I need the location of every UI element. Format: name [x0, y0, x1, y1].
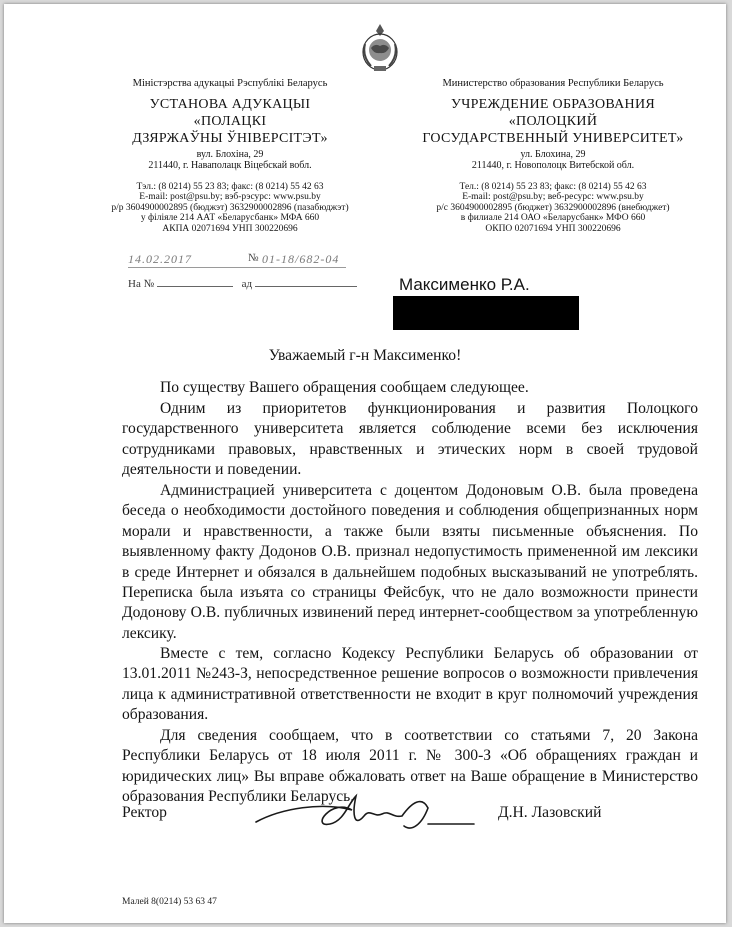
institution-line: УЧРЕЖДЕНИЕ ОБРАЗОВАНИЯ — [450, 97, 656, 112]
signatory-title: Ректор — [122, 804, 167, 821]
address-by — [90, 149, 370, 171]
executor-contact: Малей 8(0214) 53 63 47 — [122, 897, 217, 907]
contact-line: АКПА 02071694 УНП 300220696 — [162, 223, 298, 234]
contact-line: в филиале 214 ОАО «Беларусбанк» МФО 660 — [460, 213, 646, 224]
institution-name-ru — [408, 96, 698, 147]
contact-line: ОКПО 02071694 УНП 300220696 — [485, 223, 621, 234]
outgoing-stamp — [128, 252, 346, 268]
contact-line: Тэл.: (8 0214) 55 23 83; факс: (8 0214) 55 42 63 — [136, 182, 324, 192]
state-emblem-icon — [359, 22, 401, 74]
address-line: ул. Блохина, 29 — [520, 149, 586, 160]
number-sign: № — [248, 252, 259, 264]
address-line: 211440, г. Наваполацк Віцебскай вобл. — [148, 160, 312, 171]
contact-line: р/с 3604900002895 (бюджет) 3632900002896 (внебюджет) — [436, 202, 670, 213]
outgoing-number: 01-18/682-04 — [262, 252, 340, 266]
body-paragraph: Администрацией университета с доцентом Додоновым О.В. была проведена беседа о необходимости достойного поведения и соблюдения общепризнанных норм морали и нравственности, а также были взяты письменные объяснения. По выявленному факту Додонов О.В. признал недопустимость примененной им лексики в среде Интернет и обязался в дальнейшем подобных высказываний не употреблять. Переписка была изъята со страницы Фейсбук, что не дало возможности принести Додонову О.В. публичных извинений перед интернет-сообществом за употребленную лексику. — [122, 482, 698, 642]
institution-line: «ПОЛОЦКИЙ — [508, 114, 598, 129]
institution-line: УСТАНОВА АДУКАЦЫІ — [149, 97, 311, 112]
letter-page — [4, 4, 726, 923]
reference-from-label: ад — [241, 278, 253, 290]
handwritten-signature — [252, 788, 482, 838]
institution-line: «ПОЛАЦКІ — [193, 114, 267, 129]
contacts-by — [90, 182, 370, 234]
reference-on-label: На № — [128, 278, 155, 290]
recipient-name: Максименко Р.А. — [399, 275, 530, 294]
contact-line: E-mail: post@psu.by; веб-ресурс: www.psu.by — [462, 192, 644, 203]
redacted-address — [393, 296, 579, 330]
body-paragraph: Одним из приоритетов функционирования и развития Полоцкого государственного университета является соблюдение всеми без исключения сотрудниками правовых, нравственных и этических норм в своей трудовой деятельности и поведении. — [122, 400, 698, 479]
contact-line: у філіяле 214 ААТ «Беларусбанк» МФА 660 — [140, 213, 320, 224]
reference-date-blank — [255, 286, 357, 287]
institution-name-by — [90, 96, 370, 147]
contact-line: E-mail: post@psu.by; вэб-рэсурс: www.psu.by — [139, 192, 321, 203]
body-paragraph: Для сведения сообщаем, что в соответствии со статьями 7, 20 Закона Республики Беларусь от 18 июля 2011 г. № 300-З «Об обращениях граждан и юридических лиц» Вы вправе обжаловать ответ на Ваше обращение в Министерство образования Республики Беларусь. — [122, 727, 698, 806]
ministry-name-ru: Министерство образования Республики Беларусь — [442, 78, 664, 89]
address-ru — [408, 149, 698, 171]
address-line: 211440, г. Новополоцк Витебской обл. — [471, 160, 635, 171]
body-paragraph: Вместе с тем, согласно Кодексу Республики Беларусь об образовании от 13.01.2011 №243-З, непосредственное решение вопросов о возможности привлечения лица к административной ответственности не входит в круг полномочий учреждения образования. — [122, 645, 698, 724]
reference-line — [128, 278, 357, 290]
contact-line: р/р 3604900002895 (бюджэт) 3632900002896 (пазабюджэт) — [111, 202, 349, 213]
institution-line: ДЗЯРЖАЎНЫ ЎНІВЕРСІТЭТ» — [132, 131, 328, 146]
contact-line: Тел.: (8 0214) 55 23 83; факс: (8 0214) 55 42 63 — [459, 182, 647, 192]
address-line: вул. Блохіна, 29 — [196, 149, 264, 160]
greeting: Уважаемый г-н Максименко! — [268, 347, 462, 364]
outgoing-date: 14.02.2017 — [128, 252, 192, 266]
institution-line: ГОСУДАРСТВЕННЫЙ УНИВЕРСИТЕТ» — [422, 131, 684, 146]
body-paragraph: По существу Вашего обращения сообщаем следующее. — [160, 379, 529, 396]
ministry-name-by: Міністэрства адукацыі Рэспублікі Беларусь — [132, 78, 328, 89]
signatory-name: Д.Н. Лазовский — [498, 804, 602, 821]
contacts-ru — [408, 182, 698, 234]
reference-number-blank — [157, 286, 233, 287]
